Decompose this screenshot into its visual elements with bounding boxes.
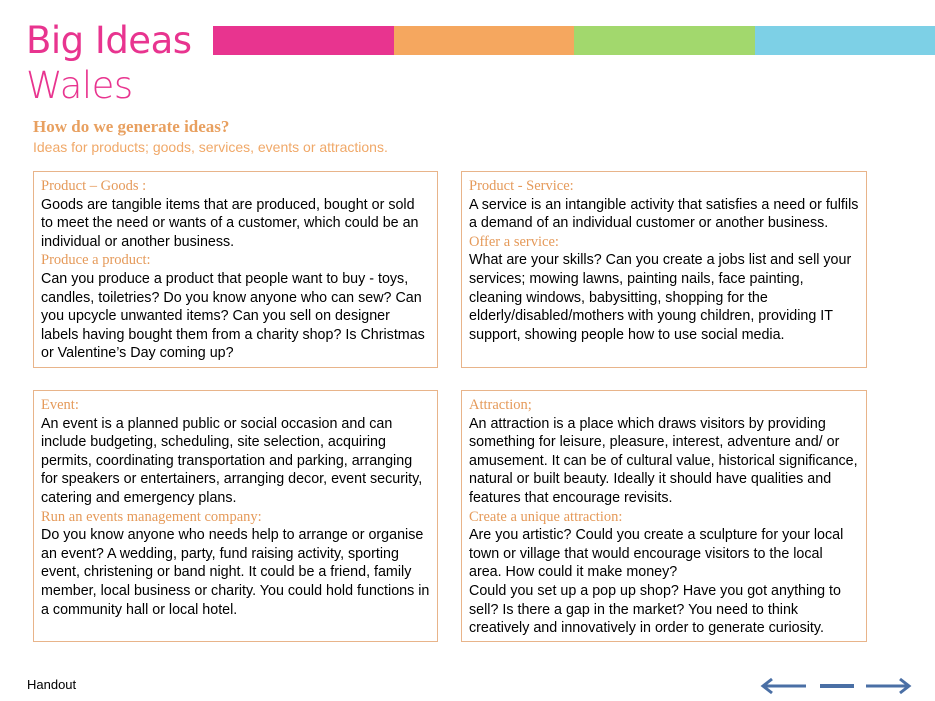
arrow-left-icon xyxy=(760,676,808,696)
page-subtitle: Ideas for products; goods, services, events or attractions. xyxy=(33,139,388,155)
event-subheading: Run an events management company: xyxy=(41,508,262,525)
page-title: How do we generate ideas? xyxy=(33,117,230,136)
service-body: A service is an intangible activity that satisfies a need or fulfils a demand of an individual customer or another business. xyxy=(469,196,859,232)
attraction-box xyxy=(461,390,867,642)
service-box xyxy=(461,171,867,368)
goods-body2: Can you produce a product that people want to buy - toys, candles, toiletries? Do you know anyone who can sew? Can you upcycle unwanted items? Can you sell on designer labels having bought them from a charity shop? Is Christmas or Valentine’s Day coming up? xyxy=(41,270,425,362)
goods-subheading: Produce a product: xyxy=(41,252,151,269)
brand-logo-line2: Wales xyxy=(26,64,133,107)
stripe-blue xyxy=(755,26,935,55)
attraction-subheading: Create a unique attraction: xyxy=(469,508,623,525)
brand-color-stripes xyxy=(213,26,935,55)
service-body2: What are your skills? Can you create a jobs list and sell your services; mowing lawns, painting nails, face painting, cleaning windows, babysitting, shopping for the elderly/disabled/mothers with young children, providing IT support, showing people how to use social media. xyxy=(469,252,852,343)
brand-logo-line1: Big Ideas xyxy=(26,19,192,62)
event-body2: Do you know anyone who needs help to arrange or organise an event? A wedding, party, fund raising activity, sporting event, christening or band night. It could be a friend, family member, local business or charity. You could hold functions in a community hall or local hotel. xyxy=(41,527,430,618)
goods-box xyxy=(33,171,438,368)
goods-body: Goods are tangible items that are produced, bought or sold to meet the need or wants of a customer, which could be an individual or another business. xyxy=(41,196,419,250)
attraction-body2: Are you artistic? Could you create a sculpture for your local town or village that would encourage visitors to the local area. How could it make money? Could you set up a pop up shop? Have you got anything to sell? Is there a gap in the market? You need to think creatively and innovatively in order to generate curiosity. xyxy=(469,527,844,637)
service-heading: Product - Service: xyxy=(469,178,574,194)
dash-icon xyxy=(818,676,856,696)
stripe-orange xyxy=(394,26,575,55)
goods-heading: Product – Goods : xyxy=(41,178,147,194)
footer-label: Handout xyxy=(27,677,77,692)
prev-button[interactable] xyxy=(760,676,808,696)
attraction-heading: Attraction; xyxy=(469,397,532,413)
attraction-body: An attraction is a place which draws visitors by providing something for leisure, pleasure, interest, adventure and/ or amusement. It can be of cultural value, historical significance, natural or built beauty. Ideally it should have qualities and features that encourage revisits. xyxy=(469,415,858,506)
event-body: An event is a planned public or social occasion and can include budgeting, scheduling, site selection, acquiring permits, coordinating transportation and parking, arranging for speakers or entertainers, arranging decor, event security, catering and emergency plans. xyxy=(41,415,423,506)
home-button[interactable] xyxy=(818,676,856,696)
next-button[interactable] xyxy=(864,676,912,696)
service-subheading: Offer a service: xyxy=(469,233,559,250)
event-box xyxy=(33,390,438,642)
event-heading: Event: xyxy=(41,397,79,413)
stripe-green xyxy=(574,26,755,55)
arrow-right-icon xyxy=(864,676,912,696)
stripe-pink xyxy=(213,26,394,55)
